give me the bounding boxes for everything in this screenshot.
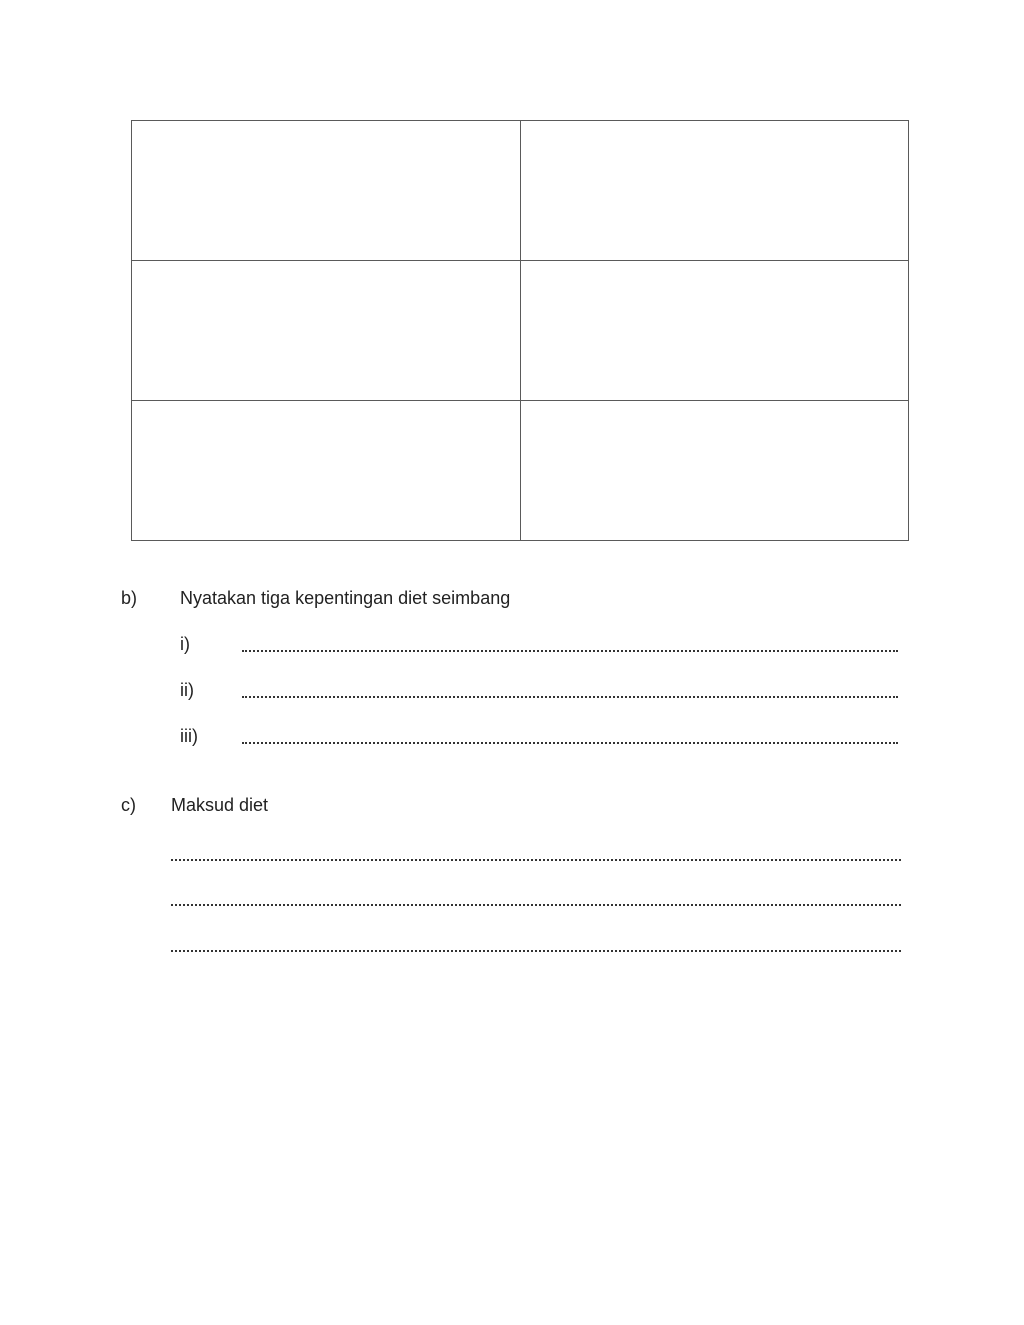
table-cell bbox=[520, 121, 909, 261]
table-row bbox=[132, 121, 909, 261]
question-c-text: Maksud diet bbox=[171, 795, 269, 815]
answer-line[interactable] bbox=[242, 682, 898, 698]
table-cell bbox=[132, 121, 521, 261]
question-b-label: b) bbox=[121, 588, 138, 608]
answer-line[interactable] bbox=[171, 890, 901, 906]
answer-table bbox=[131, 120, 909, 541]
table-cell bbox=[132, 261, 521, 401]
question-c-label: c) bbox=[121, 795, 136, 815]
answer-item-numeral: iii) bbox=[180, 726, 198, 746]
answer-item-numeral: i) bbox=[180, 634, 190, 654]
table-cell bbox=[132, 401, 521, 541]
table-row bbox=[132, 261, 909, 401]
answer-line[interactable] bbox=[242, 728, 898, 744]
table-cell bbox=[520, 261, 909, 401]
answer-line[interactable] bbox=[171, 845, 901, 861]
answer-line[interactable] bbox=[242, 636, 898, 652]
answer-line[interactable] bbox=[171, 936, 901, 952]
question-b-text: Nyatakan tiga kepentingan diet seimbang bbox=[180, 588, 511, 608]
table-cell bbox=[520, 401, 909, 541]
table-row bbox=[132, 401, 909, 541]
answer-item-numeral: ii) bbox=[180, 680, 194, 700]
